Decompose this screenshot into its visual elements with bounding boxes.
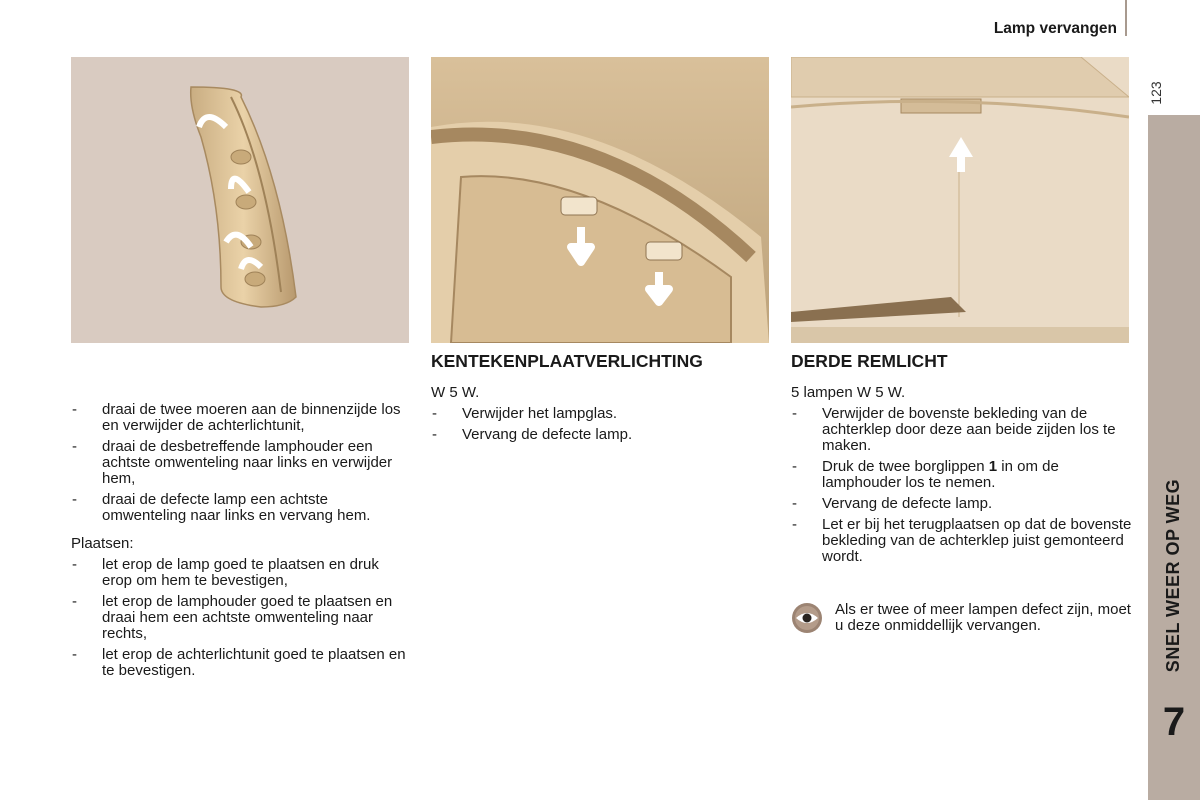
rear-light-unit-svg (71, 57, 409, 343)
list-item: - let erop de lamphouder goed te plaatsen en draai hem een achtste omwenteling naar rechts, (71, 594, 411, 642)
step-text: in om de lamphouder los te nemen. (822, 458, 1059, 491)
list-item: - Verwijder het lampglas. (431, 406, 771, 422)
removal-steps (71, 402, 411, 524)
list-item: - draai de defecte lamp een achtste omwenteling naar links en vervang hem. (71, 492, 411, 524)
third-brake-light-svg (791, 57, 1129, 343)
list-item: - Verwijder de bovenste bekleding van de achterklep door deze aan beide zijden los te maken. (791, 406, 1136, 454)
list-item: - let erop de lamp goed te plaatsen en druk erop om hem te bevestigen, (71, 557, 411, 589)
chapter-title-text: SNEL WEER OP WEG (1163, 478, 1184, 672)
third-brake-light-illustration (791, 57, 1129, 343)
chapter-number: 7 (1162, 700, 1186, 744)
refit-heading: Plaatsen: (71, 535, 134, 552)
header-divider (1125, 0, 1127, 36)
chapter-tab (1148, 115, 1200, 800)
list-item: - draai de desbetreffende lamphouder een achtste omwenteling naar links en verwijder hem, (71, 439, 411, 487)
list-item: - Vervang de defecte lamp. (431, 427, 771, 443)
licence-plate-section (431, 351, 771, 451)
list-item (791, 459, 1136, 491)
eye-icon (791, 602, 823, 634)
licence-plate-lamps-illustration (431, 57, 769, 343)
refit-steps (71, 557, 411, 679)
list-item: - let erop de achterlichtunit goed te plaatsen en te bevestigen. (71, 647, 411, 679)
bulb-spec: 5 lampen W 5 W. (791, 384, 906, 401)
third-brake-light-section (791, 351, 1136, 573)
info-note (791, 602, 1136, 634)
list-item: - Vervang de defecte lamp. (791, 496, 1136, 512)
page-number: 123 (1148, 81, 1164, 105)
licence-plate-svg (431, 57, 769, 343)
licence-plate-steps (431, 406, 771, 443)
chapter-title (1148, 460, 1200, 690)
brake-light-steps (791, 406, 1136, 565)
section-title: KENTEKENPLAATVERLICHTING (431, 351, 703, 371)
callout-number: 1 (988, 458, 998, 475)
bulb-spec: W 5 W. (431, 384, 480, 401)
note-text: Als er twee of meer lampen defect zijn, moet u deze onmiddellijk vervangen. (835, 601, 1131, 634)
list-item: - Let er bij het terugplaatsen op dat de bovenste bekleding van de achterklep juist gemonteerd wordt. (791, 517, 1136, 565)
rear-light-instructions (71, 402, 411, 687)
step-text: Druk de twee borglippen (822, 458, 989, 475)
running-header: Lamp vervangen (993, 20, 1117, 37)
list-item: - draai de twee moeren aan de binnenzijde los en verwijder de achterlichtunit, (71, 402, 411, 434)
rear-light-unit-illustration (71, 57, 409, 343)
section-title: DERDE REMLICHT (791, 351, 948, 371)
